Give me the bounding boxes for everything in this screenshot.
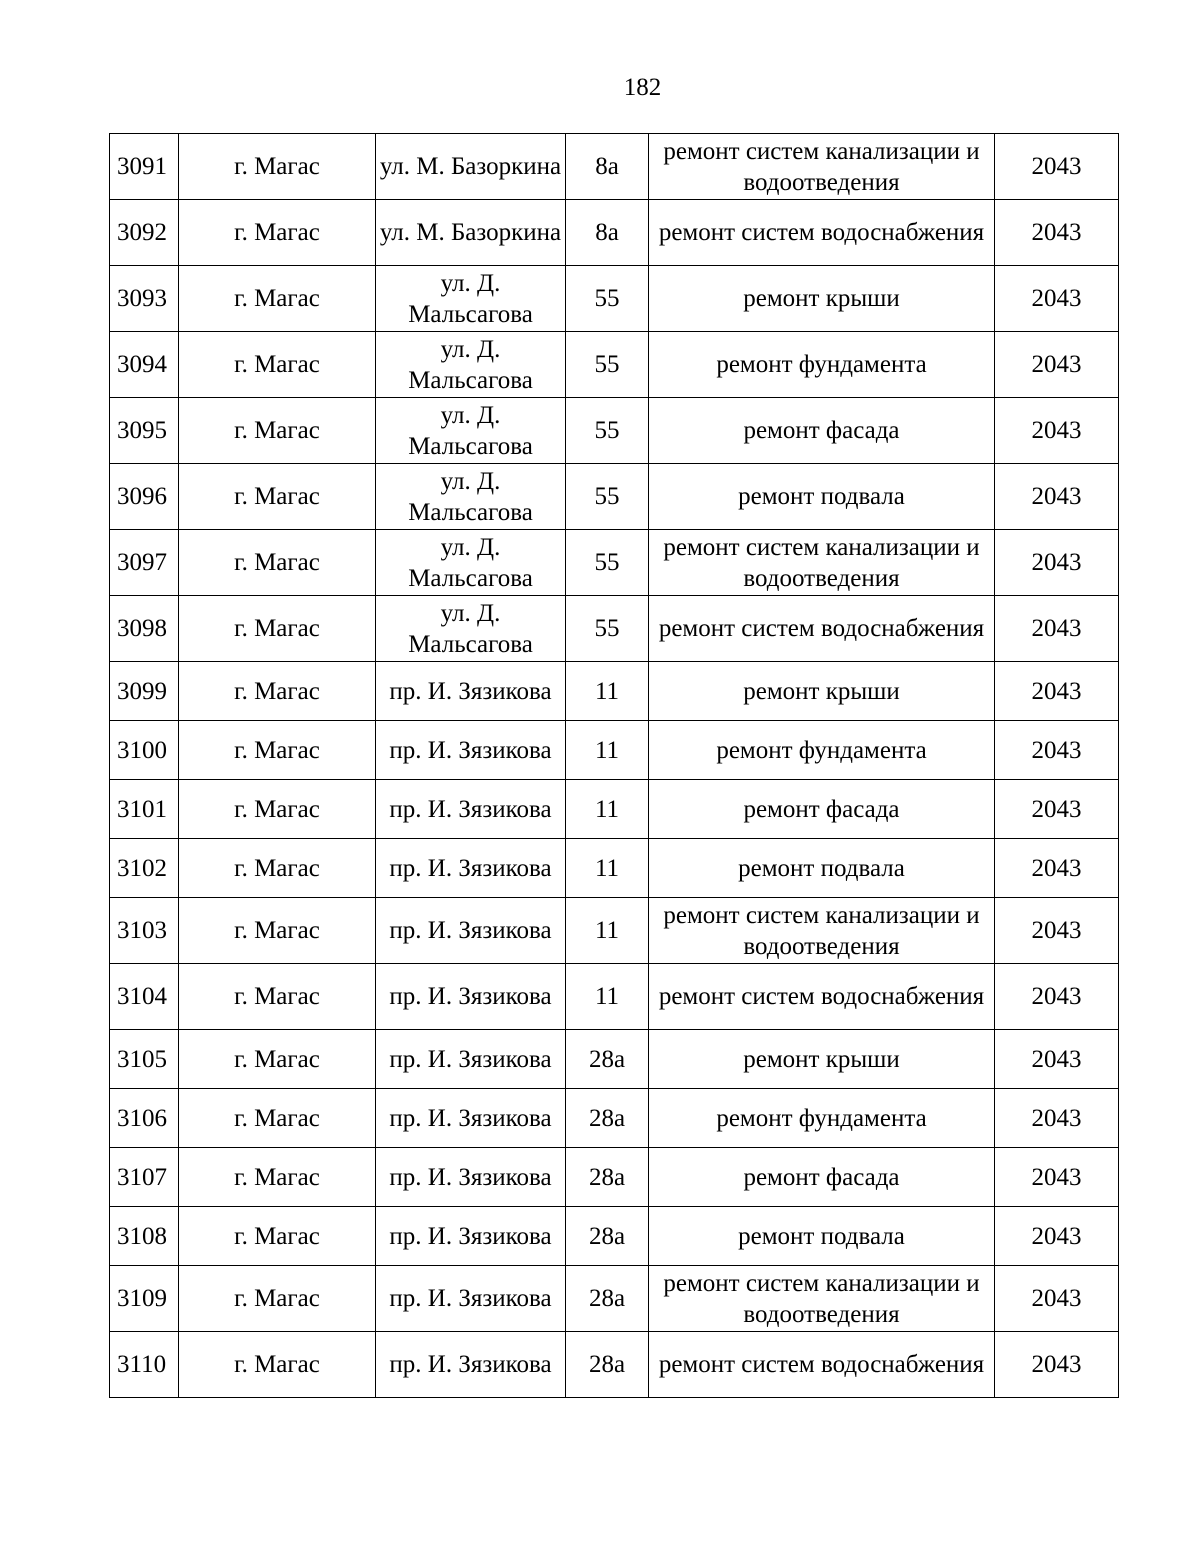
cell-street: пр. И. Зязикова: [376, 1332, 566, 1398]
cell-city: г. Магас: [179, 1030, 376, 1089]
cell-number: 3092: [110, 200, 179, 266]
cell-number: 3096: [110, 464, 179, 530]
cell-city: г. Магас: [179, 780, 376, 839]
table-row: [110, 596, 1119, 662]
cell-street: пр. И. Зязикова: [376, 898, 566, 964]
cell-work-type: ремонт крыши: [649, 1030, 995, 1089]
cell-number: 3101: [110, 780, 179, 839]
cell-street: ул. Д. Мальсагова: [376, 332, 566, 398]
cell-house: 55: [566, 266, 649, 332]
cell-work-type: ремонт систем водоснабжения: [649, 200, 995, 266]
cell-street: пр. И. Зязикова: [376, 964, 566, 1030]
cell-house: 55: [566, 398, 649, 464]
cell-number: 3098: [110, 596, 179, 662]
cell-year: 2043: [995, 898, 1119, 964]
cell-street: ул. Д. Мальсагова: [376, 596, 566, 662]
cell-city: г. Магас: [179, 662, 376, 721]
cell-number: 3104: [110, 964, 179, 1030]
cell-city: г. Магас: [179, 1089, 376, 1148]
cell-street: пр. И. Зязикова: [376, 662, 566, 721]
cell-house: 11: [566, 964, 649, 1030]
cell-year: 2043: [995, 464, 1119, 530]
cell-city: г. Магас: [179, 721, 376, 780]
cell-year: 2043: [995, 721, 1119, 780]
cell-number: 3107: [110, 1148, 179, 1207]
cell-work-type: ремонт подвала: [649, 839, 995, 898]
cell-number: 3110: [110, 1332, 179, 1398]
cell-work-type: ремонт фасада: [649, 1148, 995, 1207]
table-row: [110, 780, 1119, 839]
cell-number: 3103: [110, 898, 179, 964]
cell-work-type: ремонт систем канализации и водоотведения: [649, 530, 995, 596]
cell-year: 2043: [995, 1332, 1119, 1398]
cell-street: пр. И. Зязикова: [376, 1089, 566, 1148]
cell-city: г. Магас: [179, 1207, 376, 1266]
cell-street: пр. И. Зязикова: [376, 721, 566, 780]
table-row: [110, 266, 1119, 332]
page-number: 182: [623, 74, 662, 101]
cell-street: пр. И. Зязикова: [376, 839, 566, 898]
cell-street: пр. И. Зязикова: [376, 1030, 566, 1089]
cell-city: г. Магас: [179, 332, 376, 398]
table-row: [110, 464, 1119, 530]
cell-street: пр. И. Зязикова: [376, 1207, 566, 1266]
cell-house: 55: [566, 332, 649, 398]
cell-number: 3094: [110, 332, 179, 398]
cell-city: г. Магас: [179, 964, 376, 1030]
cell-city: г. Магас: [179, 1148, 376, 1207]
cell-work-type: ремонт систем водоснабжения: [649, 964, 995, 1030]
cell-house: 28а: [566, 1207, 649, 1266]
cell-work-type: ремонт крыши: [649, 662, 995, 721]
cell-street: ул. Д. Мальсагова: [376, 266, 566, 332]
table-row: [110, 134, 1119, 200]
cell-house: 28а: [566, 1148, 649, 1207]
cell-city: г. Магас: [179, 530, 376, 596]
cell-city: г. Магас: [179, 266, 376, 332]
cell-street: ул. Д. Мальсагова: [376, 464, 566, 530]
table-row: [110, 200, 1119, 266]
cell-street: ул. М. Базоркина: [376, 200, 566, 266]
cell-year: 2043: [995, 662, 1119, 721]
cell-house: 55: [566, 596, 649, 662]
table-row: [110, 1148, 1119, 1207]
table-row: [110, 530, 1119, 596]
cell-number: 3102: [110, 839, 179, 898]
cell-number: 3095: [110, 398, 179, 464]
cell-house: 11: [566, 662, 649, 721]
table-row: [110, 898, 1119, 964]
cell-number: 3100: [110, 721, 179, 780]
cell-house: 11: [566, 780, 649, 839]
cell-work-type: ремонт фасада: [649, 780, 995, 839]
cell-work-type: ремонт систем канализации и водоотведения: [649, 898, 995, 964]
cell-number: 3109: [110, 1266, 179, 1332]
cell-house: 8а: [566, 134, 649, 200]
table-row: [110, 1266, 1119, 1332]
cell-city: г. Магас: [179, 898, 376, 964]
cell-year: 2043: [995, 596, 1119, 662]
table-row: [110, 721, 1119, 780]
table-body: [110, 134, 1119, 1398]
cell-work-type: ремонт подвала: [649, 1207, 995, 1266]
cell-house: 28а: [566, 1266, 649, 1332]
cell-house: 11: [566, 898, 649, 964]
cell-work-type: ремонт систем водоснабжения: [649, 596, 995, 662]
cell-year: 2043: [995, 780, 1119, 839]
cell-year: 2043: [995, 1207, 1119, 1266]
cell-year: 2043: [995, 1030, 1119, 1089]
table-row: [110, 398, 1119, 464]
cell-year: 2043: [995, 1148, 1119, 1207]
cell-year: 2043: [995, 1266, 1119, 1332]
cell-city: г. Магас: [179, 1332, 376, 1398]
cell-city: г. Магас: [179, 134, 376, 200]
repair-schedule-table: [109, 133, 1119, 1398]
cell-year: 2043: [995, 200, 1119, 266]
cell-year: 2043: [995, 1089, 1119, 1148]
cell-street: ул. Д. Мальсагова: [376, 398, 566, 464]
cell-work-type: ремонт подвала: [649, 464, 995, 530]
table-row: [110, 964, 1119, 1030]
cell-city: г. Магас: [179, 839, 376, 898]
cell-number: 3106: [110, 1089, 179, 1148]
cell-work-type: ремонт систем канализации и водоотведения: [649, 134, 995, 200]
cell-work-type: ремонт систем канализации и водоотведения: [649, 1266, 995, 1332]
cell-year: 2043: [995, 839, 1119, 898]
table-row: [110, 1207, 1119, 1266]
cell-city: г. Магас: [179, 1266, 376, 1332]
table-row: [110, 662, 1119, 721]
cell-year: 2043: [995, 134, 1119, 200]
cell-street: пр. И. Зязикова: [376, 1148, 566, 1207]
table-row: [110, 332, 1119, 398]
cell-house: 28а: [566, 1030, 649, 1089]
cell-city: г. Магас: [179, 398, 376, 464]
cell-number: 3108: [110, 1207, 179, 1266]
cell-work-type: ремонт фасада: [649, 398, 995, 464]
cell-house: 28а: [566, 1089, 649, 1148]
cell-year: 2043: [995, 964, 1119, 1030]
cell-street: ул. Д. Мальсагова: [376, 530, 566, 596]
cell-street: ул. М. Базоркина: [376, 134, 566, 200]
cell-year: 2043: [995, 332, 1119, 398]
cell-house: 55: [566, 530, 649, 596]
cell-street: пр. И. Зязикова: [376, 1266, 566, 1332]
cell-number: 3105: [110, 1030, 179, 1089]
cell-number: 3097: [110, 530, 179, 596]
cell-number: 3091: [110, 134, 179, 200]
table-row: [110, 1089, 1119, 1148]
cell-house: 55: [566, 464, 649, 530]
table-row: [110, 1030, 1119, 1089]
cell-work-type: ремонт систем водоснабжения: [649, 1332, 995, 1398]
cell-number: 3093: [110, 266, 179, 332]
cell-city: г. Магас: [179, 464, 376, 530]
table-row: [110, 1332, 1119, 1398]
cell-street: пр. И. Зязикова: [376, 780, 566, 839]
cell-year: 2043: [995, 530, 1119, 596]
cell-work-type: ремонт крыши: [649, 266, 995, 332]
cell-house: 11: [566, 839, 649, 898]
cell-year: 2043: [995, 266, 1119, 332]
cell-year: 2043: [995, 398, 1119, 464]
cell-house: 8а: [566, 200, 649, 266]
cell-city: г. Магас: [179, 596, 376, 662]
table-row: [110, 839, 1119, 898]
cell-work-type: ремонт фундамента: [649, 721, 995, 780]
cell-work-type: ремонт фундамента: [649, 1089, 995, 1148]
cell-work-type: ремонт фундамента: [649, 332, 995, 398]
cell-number: 3099: [110, 662, 179, 721]
cell-city: г. Магас: [179, 200, 376, 266]
cell-house: 28а: [566, 1332, 649, 1398]
cell-house: 11: [566, 721, 649, 780]
